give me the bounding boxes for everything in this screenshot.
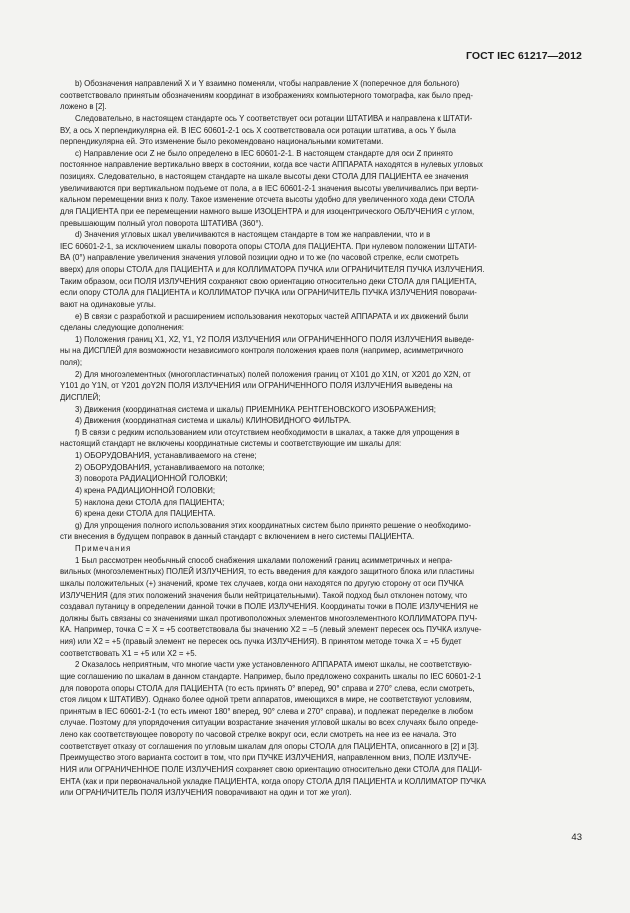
text-line: ИЗЛУЧЕНИЯ (для этих положений значения были нейтрицательными). Такой подход был отклонен потому, что [60, 590, 468, 600]
text-line: позициях. Следовательно, в настоящем стандарте на шкале высоты деки СТОЛА ДЛЯ ПАЦИЕНТА ее значения [60, 172, 469, 181]
text-line: e) В связи с разработкой и расширением использования некоторых частей АППАРАТА и их движений были [75, 311, 469, 321]
text-line: если опору СТОЛА для ПАЦИЕНТА и КОЛЛИМАТОР ПУЧКА или ОГРАНИЧИТЕЛЬ ПУЧКА ИЗЛУЧЕНИЯ поворачи- [60, 288, 477, 298]
text-line: f) В связи с редким использованием или отсутствием необходимости в шкалах, а также для упрощения в [75, 427, 460, 437]
text-line: 2) Для многоэлементных (многопластинчатых) полей положения границ от X101 до X1N, от X201 до X2N, от [75, 369, 471, 379]
text-line: Y101 до Y1N, от Y201 доY2N ПОЛЯ ИЗЛУЧЕНИЯ или ОГРАНИЧЕННОГО ПОЛЯ ИЗЛУЧЕНИЯ выведены на [60, 381, 453, 391]
list-item: 5) наклона деки СТОЛА для ПАЦИЕНТА; [75, 497, 225, 507]
text-line: постоянное направление вертикально вверх в состоянии, когда все части АППАРАТА находятся в нулевых угловых [60, 160, 483, 170]
text-line: 1) Положения границ X1, X2, Y1, Y2 ПОЛЯ ИЗЛУЧЕНИЯ или ОГРАНИЧЕННОГО ПОЛЯ ИЗЛУЧЕНИЯ выведе- [75, 334, 475, 344]
text-line: НИЯ или ОГРАНИЧЕННОЕ ПОЛЕ ИЗЛУЧЕНИЯ сохраняет свою ориентацию относительно деки СТОЛА для ПАЦИ- [60, 764, 482, 774]
text-line: лено как соответствующее повороту по часовой стрелке вокруг оси, если смотреть на нее из ее начала. Это [60, 730, 457, 739]
text-line: соответствовать X1 = +5 или X2 = +5. [60, 648, 197, 658]
text-line: Таким образом, оси ПОЛЯ ИЗЛУЧЕНИЯ сохраняют свою ориентацию относительно деки СТОЛА для ПАЦИЕНТА, [60, 276, 477, 286]
text-line: IEC 60601-2-1, за исключением шкалы поворота опоры СТОЛА для ПАЦИЕНТА. При нулевом положении ШТАТИ- [60, 241, 477, 251]
text-line: ния) или X2 = +5 (правый элемент не пересек ось пучка ИЗЛУЧЕНИЯ). В принятом методе точка X = +5 будет [60, 637, 462, 646]
text-line: КА. Например, точка С = X = +5 соответствовала бы значению X2 = –5 (левый элемент пересек ось ПУЧКА излуче- [60, 625, 482, 635]
list-item: 2) ОБОРУДОВАНИЯ, устанавливаемого на потолке; [75, 462, 265, 472]
list-item: 6) крена деки СТОЛА для ПАЦИЕНТА. [75, 509, 216, 519]
text-line: ДИСПЛЕЙ; [60, 392, 101, 402]
text-line: сделаны следующие дополнения: [60, 323, 184, 333]
text-line: случае. Поэтому для упорядочения ситуации возрастание значения угловой шкалы во всех случаях было опреде- [60, 718, 479, 728]
document-body [60, 78, 582, 799]
text-line: вают на одинаковые углы. [60, 299, 156, 309]
text-line: сти внесения в будущем поправок в данный стандарт с включением в него системы ПАЦИЕНТА. [60, 532, 415, 542]
list-item: 3) поворота РАДИАЦИОННОЙ ГОЛОВКИ; [75, 474, 228, 484]
text-line: 3) Движения (координатная система и шкалы) ПРИЕМНИКА РЕНТГЕНОВСКОГО ИЗОБРАЖЕНИЯ; [75, 404, 436, 414]
text-line: вильных (многоэлементных) ПОЛЕЙ ИЗЛУЧЕНИЯ, то есть введения для каждого защитного блока или пластины [60, 567, 475, 577]
text-line: c) Направление оси Z не было определено в IEC 60601-2-1. В настоящем стандарте для оси Z принято [75, 148, 453, 158]
text-line: 1 Был рассмотрен необычный способ снабжения шкалами положений границ асимметричных и непра- [75, 555, 453, 565]
text-line: вверх) для опоры СТОЛА для ПАЦИЕНТА и для КОЛЛИМАТОРА ПУЧКА или ОГРАНИЧИТЕЛЯ ПУЧКА ИЗЛУЧЕНИЯ. [60, 265, 485, 274]
text-line: соответствовало принятым обозначениям координат в изображениях компьютерного томографа, как было пред- [60, 90, 473, 100]
text-line: ложено в [2]. [60, 102, 107, 112]
notes-title: Примечания [75, 544, 132, 553]
text-line: создавал путаницу в определении данной точки в ПОЛЕ ИЗЛУЧЕНИЯ. Координаты точки в ПОЛЕ ИЗЛУЧЕНИЯ не [60, 602, 479, 612]
text-line: d) Значения угловых шкал увеличиваются в настоящем стандарте в том же направлении, что и в [75, 230, 431, 240]
list-item: 1) ОБОРУДОВАНИЯ, устанавливаемого на стене; [75, 451, 257, 460]
text-line: шкалы положительных (+) значений, кроме тех случаев, когда они находятся по другую сторону от оси ПУЧКА [60, 578, 464, 588]
text-line: 2 Оказалось неприятным, что многие части уже установленного АППАРАТА имеют шкалы, не соответствую- [75, 660, 472, 670]
text-line: кальном перемещении вниз к полу. Такое изменение отсчета высоты удобно для увеличенного хода деки СТОЛА [60, 195, 475, 205]
text-line: b) Обозначения направлений X и Y взаимно поменяли, чтобы направление X (поперечное для больного) [75, 79, 460, 88]
text-line: перпендикулярна ей. Это изменение было рекомендовано национальными комитетами. [60, 137, 384, 147]
text-line: g) Для упрощения полного использования этих координатных систем было принято решение о необходимо- [75, 520, 471, 530]
page-number: 43 [571, 832, 582, 843]
list-item: 4) крена РАДИАЦИОННОЙ ГОЛОВКИ; [75, 485, 216, 495]
text-line: должны быть связаны со значениями шкал противоположных элементов многоэлементного КОЛЛИМАТОРА ПУЧ- [60, 613, 478, 623]
standard-header: ГОСТ IEC 61217—2012 [465, 50, 582, 62]
text-line: ЕНТА (как и при первоначальной укладке ПАЦИЕНТА, когда опору СТОЛА ДЛЯ ПАЦИЕНТА и КОЛЛИМАТОР ПУЧКА [60, 776, 486, 786]
text-line: для поворота опоры СТОЛА для ПАЦИЕНТА (то есть принять 0° вперед, 90° справа и 270° слева, если смотреть, [60, 683, 475, 693]
text-line: Следовательно, в настоящем стандарте ось Y соответствует оси ротации ШТАТИВА и направлена к ШТАТИ- [75, 113, 473, 123]
text-line: соответствует отказу от соглашения по угловым шкалам для опоры СТОЛА для ПАЦИЕНТА, описанного в [2] и [3]. [60, 741, 479, 751]
text-line: поля); [60, 358, 83, 367]
text-line: стоя лицом к ШТАТИВУ). Однако более одной трети аппаратов, имеющихся в мире, не соответствуют условиям, [60, 695, 472, 705]
text-line: или ОГРАНИЧИТЕЛЬ ПОЛЯ ИЗЛУЧЕНИЯ поворачивают на один и тот же угол). [60, 788, 352, 798]
text-line: превышающим полный угол поворота ШТАТИВА (360°). [60, 218, 264, 228]
text-line: ны на ДИСПЛЕЙ для возможности независимого контроля положения краев поля (например, асимметричного [60, 346, 464, 356]
text-line: Преимущество этого варианта состоит в том, что при ПУЧКЕ ИЗЛУЧЕНИЯ, направленном вниз, ПОЛЕ ИЗЛУЧЕ- [60, 753, 472, 763]
text-line: ВУ, а ось X перпендикулярна ей. В IEC 60601-2-1 ось X соответствовала оси ротации штатива, а ось Y была [60, 125, 456, 135]
text-line: 4) Движения (координатная система и шкалы) КЛИНОВИДНОГО ФИЛЬТРА. [75, 416, 352, 426]
text-line: для ПАЦИЕНТА при ее перемещении намного выше ИЗОЦЕНТРА и для изоцентрического ОБЛУЧЕНИЯ с углом, [60, 206, 475, 216]
text-line: ВА (0°) направление увеличения значения угловой позиции одно и то же (по часовой стрелке, если смотреть [60, 253, 459, 263]
text-line: принятым в IEC 60601-2-1 (то есть имеют 180° вперед, 90° слева и 270° справа), и подлежат переделке в любом [60, 706, 473, 716]
text-line: щие соглашению по шкалам в данном стандарте. Например, было предложено сохранить шкалы по IEC 60601-2-1 [60, 671, 482, 681]
text-line: увеличиваются при вертикальном подъеме от пола, а в IEC 60601-2-1 значения высоты увеличивались при верти- [60, 183, 479, 193]
text-line: настоящий стандарт не включены координатные системы и соответствующие им шкалы для: [60, 439, 402, 449]
